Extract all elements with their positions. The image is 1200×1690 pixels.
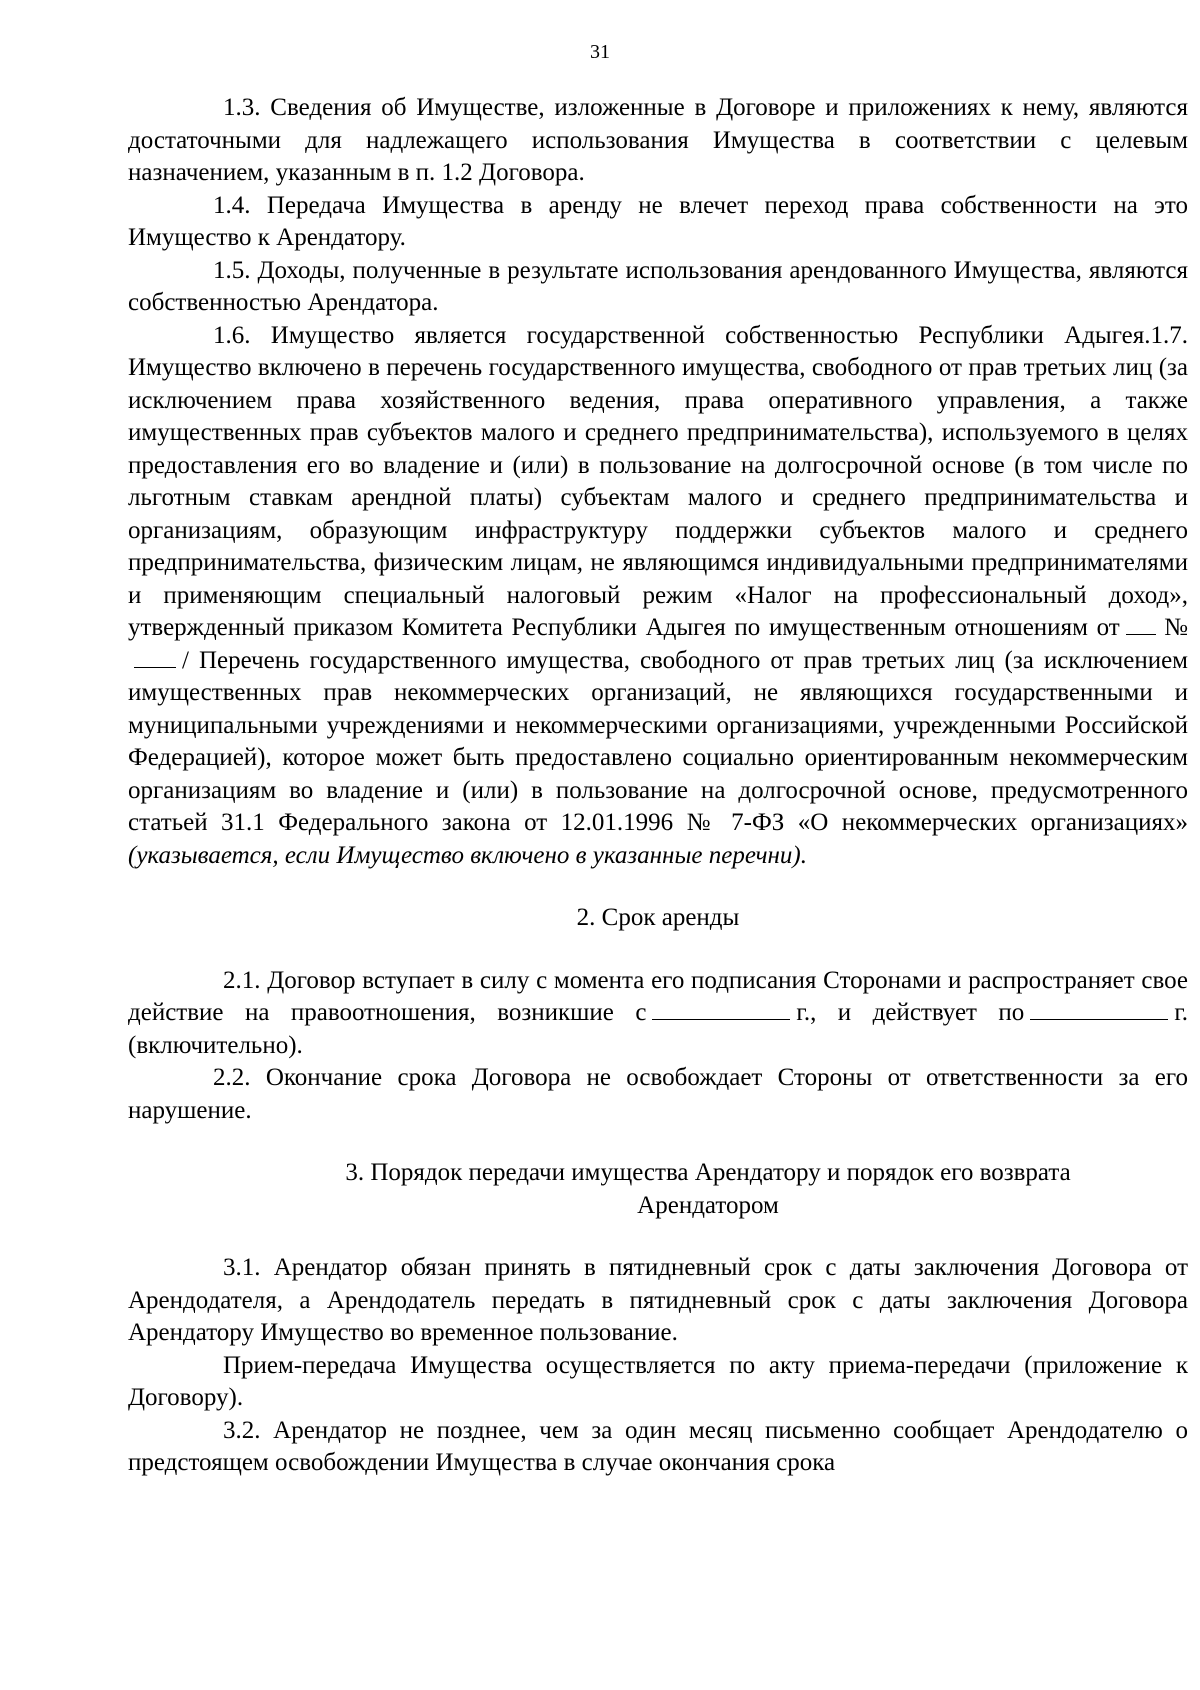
paragraph-2-1: [128, 965, 1188, 1063]
paragraph-3-1: 3.1. Арендатор обязан принять в пятидневный срок с даты заключения Договора от Арендодателя, а Арендодатель передать в пятидневный срок с даты заключения Договора Арендатору Имущество во временное пользование.: [128, 1254, 1188, 1346]
paragraph-2-1-text-b: г., и действует по: [796, 999, 1025, 1026]
number-sign: №: [1161, 614, 1188, 641]
date-blank[interactable]: [1126, 612, 1156, 635]
page-number: 31: [590, 41, 610, 63]
section-3-title: 3. Порядок передачи имущества Арендатору и порядок его возврата Арендатором: [345, 1159, 1071, 1219]
paragraph-1-5: 1.5. Доходы, полученные в результате использования арендованного Имущества, являются собственностью Арендатора.: [128, 256, 1188, 316]
number-blank[interactable]: [134, 645, 176, 668]
start-date-blank[interactable]: [652, 997, 790, 1020]
paragraph-1-6: [128, 320, 1188, 873]
paragraph-2-1-text-a: 2.1. Договор вступает в силу с момента его подписания Сторонами и распространяет свое действие на правоотношения, возникшие с: [128, 966, 1188, 1026]
document-body: [128, 92, 1188, 1480]
paragraph-1-6-text-b: / Перечень государственного имущества, свободного от прав третьих лиц (за исключением имущественных прав некоммерческих организаций, не являющихся государственными и муниципальными учреждениями и некоммерческими организациями, учрежденными Российской Федерацией), которое может быть предоставлено социально ориентированным некоммерческим организациям во владение и (или) в пользование на долгосрочной основе, предусмотренного статьей 31.1 Федерального закона от 12.01.1996 № 7-ФЗ «О некоммерческих организациях»: [128, 646, 1188, 836]
paragraph-1-4: 1.4. Передача Имущества в аренду не влечет переход права собственности на это Имущество к Арендатору.: [128, 191, 1188, 251]
paragraph-3-2: 3.2. Арендатор не позднее, чем за один месяц письменно сообщает Арендодателю о предстоящем освобождении Имущества в случае окончания срока: [128, 1416, 1188, 1476]
paragraph-1-3: 1.3. Сведения об Имуществе, изложенные в Договоре и приложениях к нему, являются достаточными для надлежащего использования Имущества в соответствии с целевым назначением, указанным в п. 1.2 Договора.: [128, 94, 1188, 186]
paragraph-3-1-transfer: Прием-передача Имущества осуществляется по акту приема-передачи (приложение к Договору).: [128, 1351, 1188, 1411]
paragraph-2-2: 2.2. Окончание срока Договора не освобождает Стороны от ответственности за его нарушение.: [128, 1064, 1188, 1124]
paragraph-2-1-text-c: г. (включительно).: [128, 999, 1188, 1059]
end-date-blank[interactable]: [1030, 997, 1168, 1020]
section-2-title: 2. Срок аренды: [576, 904, 740, 931]
paragraph-1-6-text-a: 1.6. Имущество является государственной собственностью Республики Адыгея.1.7. Имущество включено в перечень государственного имущества, свободного от прав третьих лиц (за исключением права хозяйственного ведения, права оперативного управления, а также имущественных прав субъектов малого и среднего предпринимательства), используемого в целях предоставления его во владение и (или) в пользование на долгосрочной основе (в том числе по льготным ставкам арендной платы) субъектам малого и среднего предпринимательства и организациям, образующим инфраструктуру поддержки субъектов малого и среднего предпринимательства, физическим лицам, не являющимся индивидуальными предпринимателями и применяющим специальный налоговый режим «Налог на профессиональный доход», утвержденный приказом Комитета Республики Адыгея по имущественным отношениям от: [128, 321, 1188, 641]
paragraph-1-6-note: (указывается, если Имущество включено в указанные перечни).: [128, 841, 807, 869]
